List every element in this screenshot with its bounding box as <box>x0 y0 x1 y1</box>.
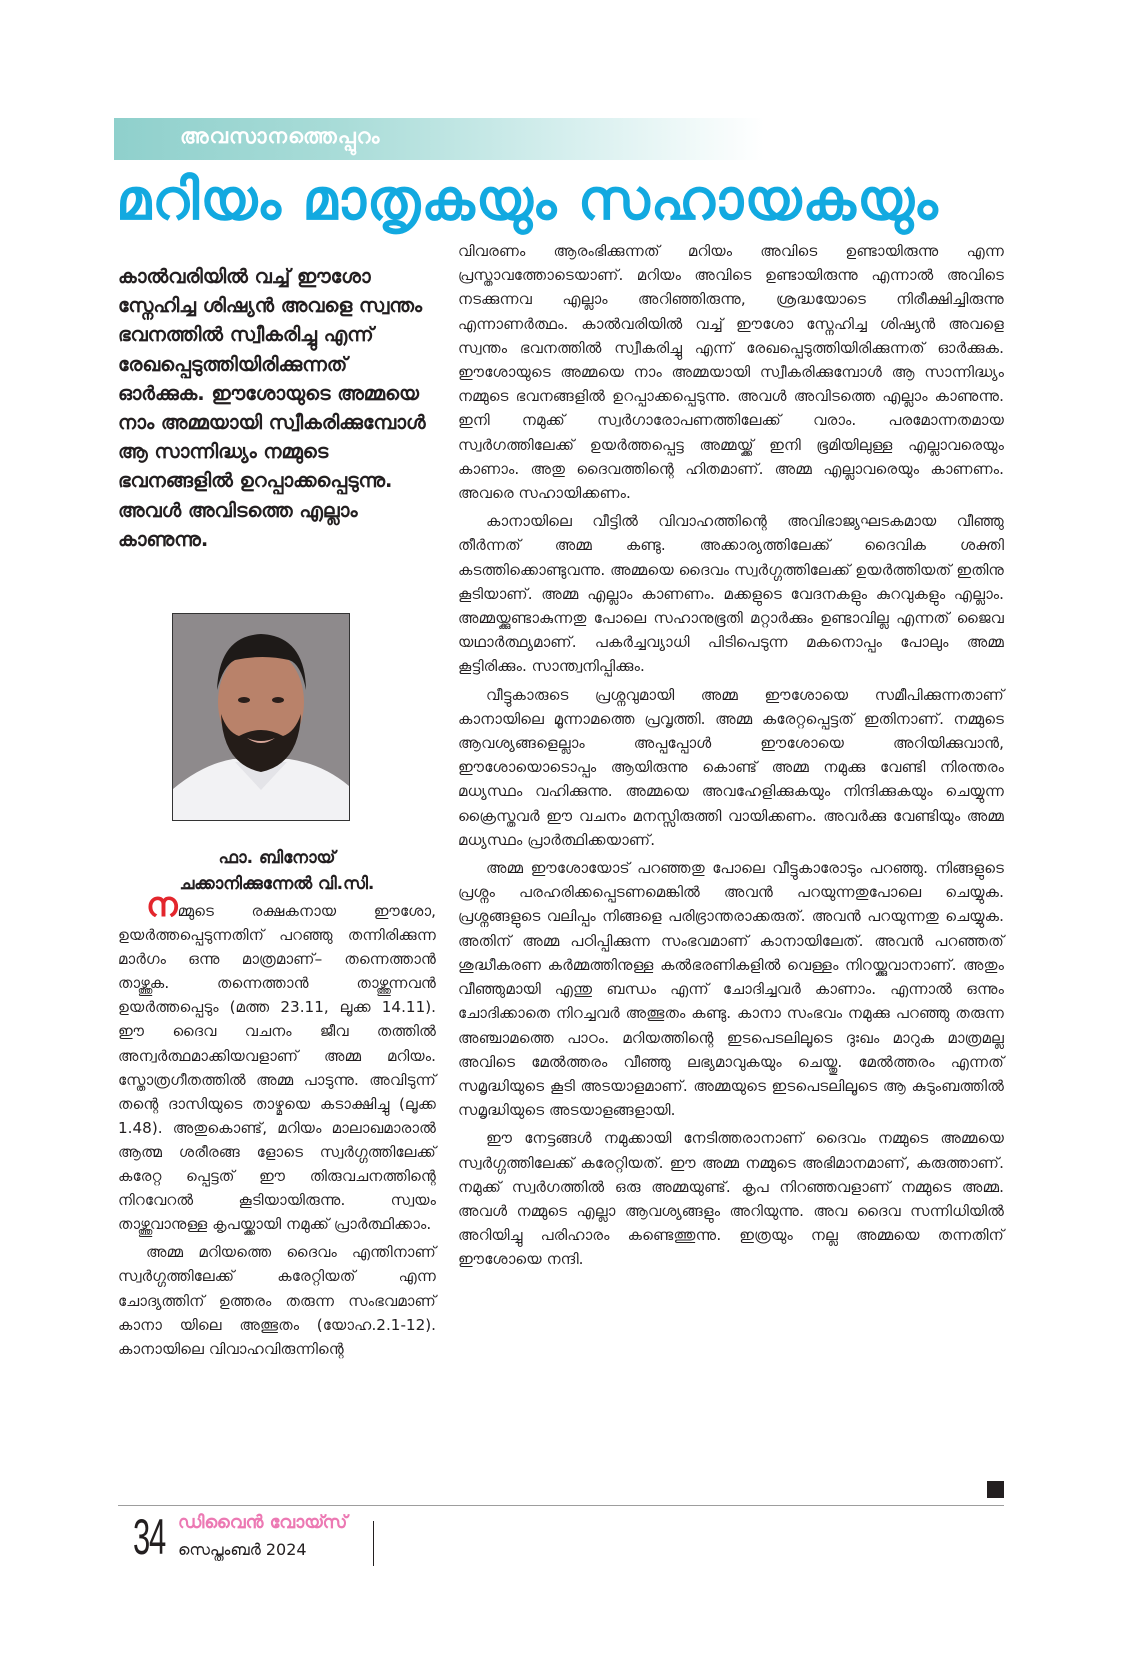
author-title-name: ഫാ. ബിനോയ് <box>218 848 336 868</box>
pull-quote: കാൽവരിയിൽ വച്ച് ഈശോ സ്നേഹിച്ച ശിഷ്യൻ അവളെ സ്വന്തം ഭവനത്തിൽ സ്വീകരിച്ചു എന്ന് രേഖപ്പെടുത്തിയിരിക്കുന്നത് ഓർക്കുക. ഈശോയുടെ അമ്മയെ നാം അമ്മയായി സ്വീകരിക്കുമ്പോൾ ആ സാന്നിദ്ധ്യം നമ്മുടെ ഭവനങ്ങളിൽ ഉറപ്പാക്കപ്പെടുന്നു. അവൾ അവിടത്തെ എല്ലാം കാണുന്നു. <box>118 265 426 551</box>
black-square-end-icon <box>987 1481 1004 1498</box>
body-paragraph: വിവരണം ആരംഭിക്കുന്നത് മറിയം അവിടെ ഉണ്ടായിരുന്നു എന്ന പ്രസ്താവത്തോടെയാണ്. മറിയം അവിടെ ഉണ്ടായിരുന്നു എന്നാൽ അവിടെ നടക്കുന്നവ എല്ലാം അറിഞ്ഞിരുന്നു, ശ്രദ്ധയോടെ നിരീക്ഷിച്ചിരുന്നു എന്നാണർത്ഥം. കാൽവരിയിൽ വച്ച് ഈശോ സ്നേഹിച്ച ശിഷ്യൻ അവളെ സ്വന്തം ഭവനത്തിൽ സ്വീകരിച്ചു എന്ന് രേഖപ്പെടുത്തിയിരിക്കുന്നത് ഓർക്കുക. ഈശോയുടെ അമ്മയെ നാം അമ്മയായി സ്വീകരിക്കുമ്പോൾ ആ സാന്നിദ്ധ്യം നമ്മുടെ ഭവനങ്ങളിൽ ഉറപ്പാക്കപ്പെടുന്നു. അവൾ അവിടത്തെ എല്ലാം കാണുന്നു. ഇനി നമുക്ക് സ്വർഗാരോപണത്തിലേക്ക് വരാം. പരമോന്നതമായ സ്വർഗത്തിലേക്ക് ഉയർത്തപ്പെട്ട അമ്മയ്ക്ക് ഇനി ഭൂമിയിലുള്ള എല്ലാവരെയും കാണാം. അതു ദൈവത്തിന്റെ ഹിതമാണ്. അമ്മ എല്ലാവരെയും കാണണം. അവരെ സഹായിക്കണം. <box>458 242 1004 503</box>
body-paragraph: അമ്മ ഈശോയോട് പറഞ്ഞതു പോലെ വീട്ടുകാരോടും പറഞ്ഞു. നിങ്ങളുടെ പ്രശ്നം പരഹരിക്കപ്പെടണമെങ്കിൽ അവൻ പറയുന്നതുപോലെ ചെയ്യുക. പ്രശ്നങ്ങളുടെ വലിപ്പം നിങ്ങളെ പരിഭ്രാന്തരാക്കരുത്. അവൻ പറയുന്നതു ചെയ്യുക. അതിന് അമ്മ പഠിപ്പിക്കുന്ന സംഭവമാണ് കാനായിലേത്. അവൻ പറഞ്ഞത് ശുദ്ധീകരണ കർമ്മത്തിനുള്ള കൽഭരണികളിൽ വെള്ളം നിറയ്ക്കുവാനാണ്. അതും വീഞ്ഞുമായി എന്തു ബന്ധം എന്ന് ചോദിച്ചവർ കാണാം. എന്നാൽ ഒന്നും ചോദിക്കാതെ നിറച്ചവർ അത്ഭുതം കണ്ടു. കാനാ സംഭവം നമുക്കു പറഞ്ഞു തരുന്ന അഞ്ചാമത്തെ പാഠം. മറിയത്തിന്റെ ഇടപെടലിലൂടെ ദുഃഖം മാറുക മാത്രമല്ല അവിടെ മേൽത്തരം വീഞ്ഞു ലഭ്യമാവുകയും ചെയ്തു. മേൽത്തരം എന്നത് സമൃദ്ധിയുടെ കൂടി അടയാളമാണ്. അമ്മയുടെ ഇടപെടലിലൂടെ ആ കുടുംബത്തിൽ സമൃദ്ധിയുടെ അടയാളങ്ങളായി. <box>458 859 1004 1120</box>
article-title: മറിയം മാതൃകയും സഹായകയും <box>116 168 939 233</box>
author-photo <box>172 613 350 821</box>
issue-date: സെപ്തംബർ 2024 <box>178 1540 307 1559</box>
magazine-name: ഡിവൈൻ വോയ്സ് <box>178 1512 348 1533</box>
body-paragraph: ഈ നേട്ടങ്ങൾ നമുക്കായി നേടിത്തരാനാണ് ദൈവം നമ്മുടെ അമ്മയെ സ്വർഗ്ഗത്തിലേക്ക് കരേറ്റിയത്. ഈ അമ്മ നമ്മുടെ അഭിമാനമാണ്, കരുത്താണ്. നമുക്ക് സ്വർഗത്തിൽ ഒരു അമ്മയുണ്ട്. കൃപ നിറഞ്ഞവളാണ് നമ്മുടെ അമ്മ. അവൾ നമ്മുടെ എല്ലാ ആവശ്യങ്ങളും അറിയുന്നു. അവ ദൈവ സന്നിധിയിൽ അറിയിച്ചു പരിഹാരം കണ്ടെത്തുന്നു. ഇത്രയും നല്ല അമ്മയെ തന്നതിന് ഈശോയെ നന്ദി. <box>458 1129 1004 1269</box>
footer-rule <box>118 1505 1004 1506</box>
page-number: 34 <box>133 1509 166 1565</box>
body-paragraph: കാനായിലെ വീട്ടിൽ വിവാഹത്തിന്റെ അവിഭാജ്യഘടകമായ വീഞ്ഞു തീർന്നത് അമ്മ കണ്ടു. അക്കാര്യത്തിലേക്ക് ദൈവിക ശക്തി കടത്തിക്കൊണ്ടുവന്നു. അമ്മയെ ദൈവം സ്വർഗ്ഗത്തിലേക്ക് ഉയർത്തിയത് ഇതിനു കൂടിയാണ്. അമ്മ എല്ലാം കാണണം. മക്കളുടെ വേദനകളും കുറവുകളും എല്ലാം. അമ്മയ്ക്കുണ്ടാകുന്നതു പോലെ സഹാനുഭൂതി മറ്റാർക്കും ഉണ്ടാവില്ല എന്നത് ജൈവ യഥാർത്ഥ്യമാണ്. പകർച്ചവ്യാധി പിടിപെടുന്ന മകനൊപ്പം പോലും അമ്മ കൂട്ടിരിക്കും. സാന്ത്വനിപ്പിക്കും. <box>458 512 1004 676</box>
body-paragraph: വീട്ടുകാരുടെ പ്രശ്നവുമായി അമ്മ ഈശോയെ സമീപിക്കുന്നതാണ് കാനായിലെ മൂന്നാമത്തെ പ്രവൃത്തി. അമ്മ കരേറ്റപ്പെട്ടത് ഇതിനാണ്. നമ്മുടെ ആവശ്യങ്ങളെല്ലാം അപ്പപ്പോൾ ഈശോയെ അറിയിക്കുവാൻ, ഈശോയൊടൊപ്പം ആയിരുന്നു കൊണ്ട് അമ്മ നമുക്കു വേണ്ടി നിരന്തരം മധ്യസ്ഥം വഹിക്കുന്നു. അമ്മയെ അവഹേളിക്കുകയും നിന്ദിക്കുകയും ചെയ്യുന്ന ക്രൈസ്തവർ ഈ വചനം മനസ്സിരുത്തി വായിക്കണം. അവർക്കു വേണ്ടിയും അമ്മ മധ്യസ്ഥം പ്രാർത്ഥിക്കയാണ്. <box>458 685 1004 849</box>
body-paragraph: അമ്മ മറിയത്തെ ദൈവം എന്തിനാണ് സ്വർഗ്ഗത്തിലേക്ക് കരേറ്റിയത് എന്ന ചോദ്യത്തിന് ഉത്തരം തരുന്ന സംഭവമാണ് കാനാ യിലെ അത്ഭുതം (യോഹ.2.1-12). കാനായിലെ വിവാഹവിരുന്നിന്റെ <box>118 1243 436 1358</box>
article-body-right-column <box>458 239 1004 1276</box>
drop-cap: ന <box>146 885 178 925</box>
section-kicker: അവസാനത്തെപ്പുറം <box>180 124 381 148</box>
body-paragraph: നമ്മുടെ രക്ഷകനായ ഈശോ, ഉയർത്തപ്പെടുന്നതിന് പറഞ്ഞു തന്നിരിക്കുന്ന മാർഗം ഒന്നു മാത്രമാണ്– തന്നെത്താൻ താഴ്ത്തുക. തന്നെത്താൻ താഴ്ത്തുന്നവൻ ഉയർത്തപ്പെടും (മത്ത 23.11, ലൂക്ക 14.11). ഈ ദൈവ വചനം ജീവ തത്തിൽ അന്വർത്ഥമാക്കിയവളാണ് അമ്മ മറിയം. സ്തോത്രഗീതത്തിൽ അമ്മ പാടുന്നു. അവിടുന്ന് തന്റെ ദാസിയുടെ താഴ്മയെ കടാക്ഷിച്ചു (ലൂക്ക 1.48). അതുകൊണ്ട്, മറിയം മാലാഖമാരാൽ ആത്മ ശരീരങ്ങ ളോടെ സ്വർഗ്ഗത്തിലേക്ക് കരേറ്റ പ്പെട്ടത് ഈ തിരുവചനത്തിന്റെ നിറവേറൽ കൂടിയായിരുന്നു. സ്വയം താഴ്ത്തുവാനുള്ള കൃപയ്ക്കായി നമുക്ക് പ്രാർത്ഥിക്കാം. <box>118 885 436 1234</box>
author-surname: ചക്കാനിക്കുന്നേൽ വി.സി. <box>179 874 375 894</box>
article-body-left-column <box>118 885 436 1365</box>
author-portrait-image <box>173 614 349 820</box>
footer-divider <box>373 1521 374 1566</box>
